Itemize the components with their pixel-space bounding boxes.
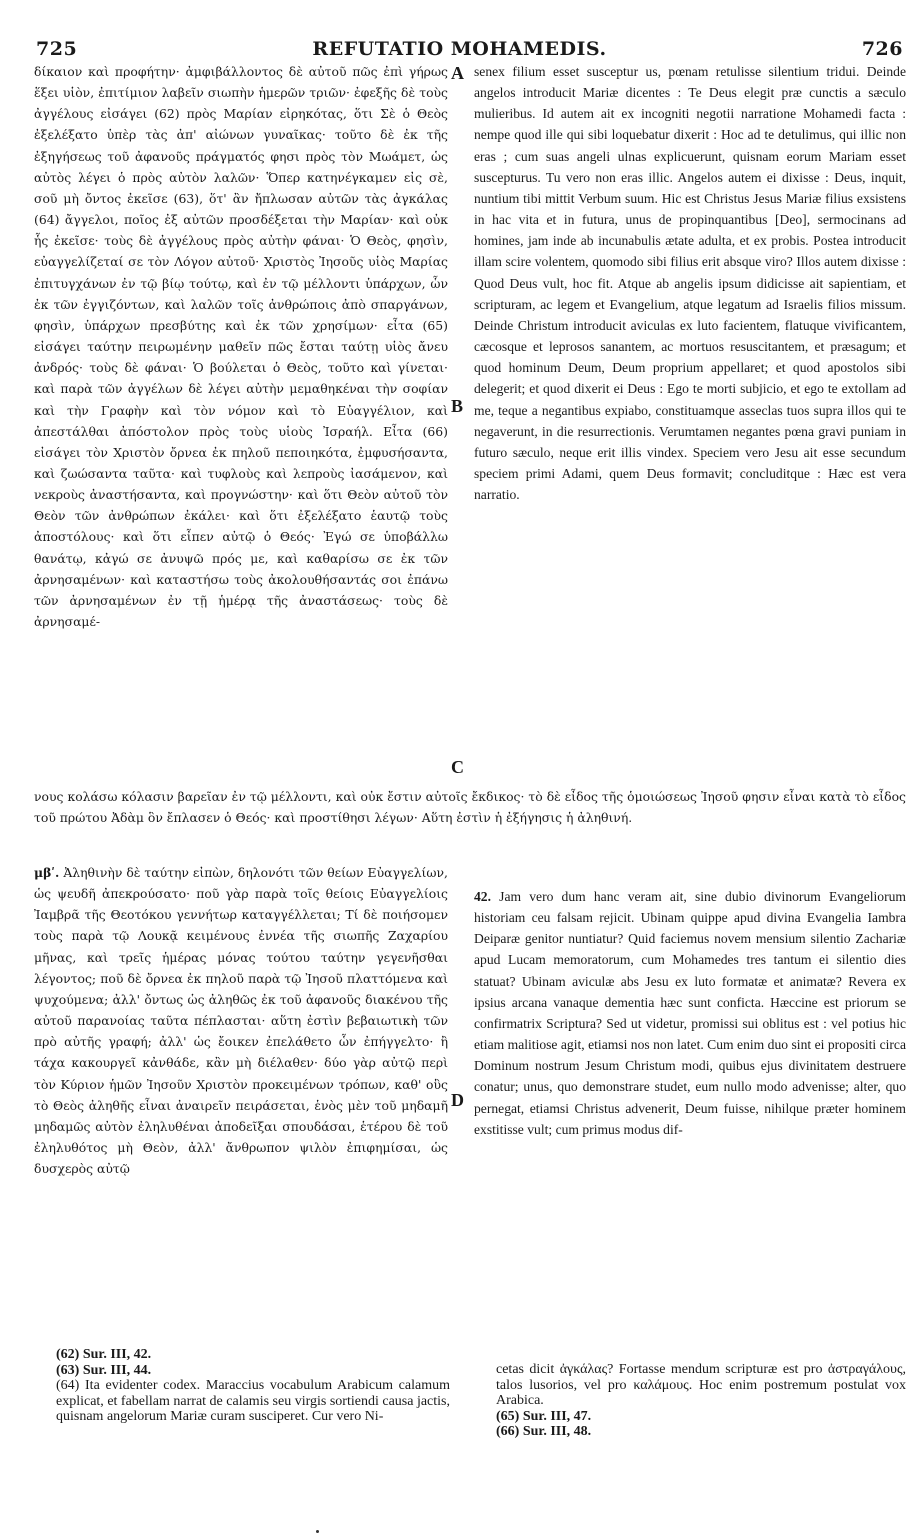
greek-text: δίκαιον καὶ προφήτην· ἀμφιβάλλοντος δὲ αὐτοῦ πῶς ἐπὶ γήρως ἕξει υἱὸν, ἐπιτίμιον λαβεῖν σιωπὴν ἡμερῶν τριῶν· ἐφεξῆς δὲ τοὺς ἀγγέλους εἰσάγει (62) πρὸς Μαρίαν εἰρηκότας, ὅτι Σὲ ὁ Θεὸς ἐξελέξατο ὑπὲρ τὰς ἀπ' αἰώνων γυναῖκας· τοῦτο δὲ ἐκ τῆς ἐξηγήσεως τοῦ ἀφανοῦς πράγματός φησι πρὸς τὸν Μωάμετ, ὡς αὐτὸς λέγει ὁ πρὸς αὐτὸν λαλῶν· Ὅπερ κατηνέγκαμεν εἰς σὲ, σοῦ μὴ ὄντος ἐκεῖσε (63), ὅτ' ἂν ἤπλωσαν αὐτῶν τὰς ἀγκάλας (64) ἄγγελοι, ποῖος ἐξ αὐτῶν προσδέξεται τὴν Μαρίαν· καὶ οὐκ ἧς ἐκεῖσε· τοὺς δὲ ἀγγέλους πρὸς αὐτὴν φάναι· Ὁ Θεὸς, φησὶν, εὐαγγελίζεταί σε τὸν Λόγον αὐτοῦ· Χριστὸς Ἰησοῦς υἱὸς Μαρίας ἐπιτυγχάνων ἐν τῷ βίῳ τούτῳ, καὶ ἐν τῷ μέλλοντι ὑπάρχων, ὧν ἐκ τῶν ἐγγιζόντων, καὶ λαλῶν τοῖς ἀνθρώποις ἀπὸ σπαργάνων, φησὶν, ὑπάρχων πρεσβύτης καὶ ἐκ τῶν χρησίμων· εἶτα (65) εἰσάγει ταύτην πειρωμένην μαθεῖν πῶς ἔσται ταύτῃ υἱὸς ἄνευ ἀνδρός· τοὺς δὲ φάναι· Ὁ βούλεται ὁ Θεὸς, τοῦτο καὶ γίνεται· καὶ παρὰ τῶν ἀγγέλων δὲ λέγει αὐτὴν μεμαθηκέναι τὴν σοφίαν καὶ τὴν Γραφὴν καὶ τὸν νόμον καὶ τὸ Εὐαγγέλιον, καὶ ἀπεστάλθαι ἀπόστολον πρὸς τοὺς υἱοὺς Ἰσραήλ. Εἶτα (66) εἰσάγει τὸν Χριστὸν ὄρνεα ἐκ πηλοῦ πεποιηκότα, ἐμφυσήσαντα, καὶ ζωώσαντα ταῦτα· καὶ τυφλοὺς καὶ λεπροὺς ἰασάμενον, καὶ νεκροὺς ἀναστήσαντα, καὶ προγνώστην· καὶ ὅτι Θεὸν αὐτοῦ τὸν Θεὸν τῶν ἀνθρώπων ἐκάλει· καὶ ὅτι ἐξελέξατο ἑαυτῷ τοὺς ἀποστόλους· καὶ ὅτι εἶπεν αὐτῷ ὁ Θεός· Ἐγώ σε ὑποβάλλω θανάτῳ, κἀγώ σε ἀνυψῶ πρός με, καὶ καθαρίσω σε ἐκ τῶν ἀρνησαμένων· καὶ καταστήσω τοὺς ἀκολουθήσαντάς σοι ἐπάνω τῶν ἀρνησαμένων ἐν τῇ ἡμέρᾳ τῆς ἀναστάσεως· τοὺς δὲ ἀρνησαμέ- [34, 64, 448, 630]
footnote-64-continued: cetas dicit ἀγκάλας? Fortasse mendum scripturæ est pro ἀστραγάλους, talos lusorios, vel pro καλάμους. Hoc enim postremum postulat vox Arabica. [496, 1362, 906, 1408]
section-latin-42 [474, 886, 906, 1340]
footnotes-right [496, 1362, 906, 1440]
margin-letter-d: D [451, 1090, 464, 1110]
margin-letter-a: A [451, 63, 464, 83]
greek-column [34, 61, 448, 745]
section-greek-42 [34, 862, 448, 1340]
latin-text: senex filium esset susceptur us, pœnam retulisse silentium tridui. Deinde angelos introducit Mariæ dicentes : Te Deus elegit præ cunctis a sæculo mulieribus. Id autem ait ex incogniti negotii narratione Mohamedi facta : nempe quod ille qui sibi loquebatur dixerit : Hoc ad te detulimus, qui illic non eras ; cum suas angeli ulnas explicuerunt, quisnam eorum Mariam esset suscepturus. Tu vero non eras illic. Angelos autem ei dixisse : Deus, inquit, nuntium tibi mittit Verbum suum. Hic est Christus Jesus Mariæ filius exsistens in hac vita et in futura, unus de propinquantibus [Deo], sermocinans ad homines, jam inde ab incunabulis ætate adulta, et ex probis. Postea introducit illam scire volentem, quomodo sibi filius erit absque viro? Illos autem dixisse : Quod Deus vult, hoc fit. Atque ab angelis ipsum didicisse ait sapientiam, et scripturam, ac legem et Evangelium, atque legatum ad Israelis filios missum. Deinde Christum introducit aviculas ex luto facientem, flatuque vivificantem, cæcosque et leprosos sanantem, ac mortuos resuscitantem, et præsagum; et quod hominum Deum, Deum proprium appellaret; et quod apostolos sibi delegerit; et quod dixerit ei Deus : Ego te morti subjicio, et ego te extollam ad me, teque a negantibus expiabo, constituamque asseclas tuos supra illos qui te negaverunt, in die resurrectionis. Verumtamen negantes pœna gravi puniam in futuro sæculo, neque erit illis vindex. Speciem vero Jesu ait esse secundum speciem primi Adami, quem Deus formavit; concluditque : Hæc est vera narratio. [474, 64, 906, 503]
footnote-64: (64) Ita evidenter codex. Maraccius vocabulum Arabicum calamum explicat, et fabellam narrat de calamis seu virgis sortiendi causa jactis, quisnam angelorum Mariæ curam susciperet. Cur vero Ni- [56, 1378, 450, 1424]
right-page-number: 726 [861, 38, 903, 60]
footnote-66: (66) Sur. III, 48. [496, 1424, 592, 1439]
footnote-63: (63) Sur. III, 44. [56, 1362, 152, 1378]
section-number-latin: 42. [474, 889, 491, 904]
full-width-continuation: νους κολάσω κόλασιν βαρεῖαν ἐν τῷ μέλλοντι, καὶ οὐκ ἔστιν αὐτοῖς ἔκδικος· τὸ δὲ εἶδος τῆς ὁμοιώσεως Ἰησοῦ φησιν εἶναι κατὰ τὸ εἶδος τοῦ πρώτου Ἀδὰμ ὃν ἔπλασεν ὁ Θεός· καὶ προστίθησι λέγων· Αὕτη ἐστὶν ἡ ἐξήγησις ἡ ἀληθινή. [34, 789, 906, 826]
margin-letter-c: C [451, 757, 464, 777]
footnotes-left [56, 1347, 450, 1425]
latin-column [474, 61, 906, 783]
running-title: REFUTATIO MOHAMEDIS. [312, 38, 607, 60]
footnote-65: (65) Sur. III, 47. [496, 1408, 592, 1424]
section-number-greek: μβʹ. [34, 865, 60, 880]
section-greek-text: Ἀληθινὴν δὲ ταύτην εἰπὼν, δηλονότι τῶν θείων Εὐαγγελίων, ὡς ψευδῆ ἀπεκρούσατο· ποῦ γὰρ παρὰ τοῖς θείοις Εὐαγγελίοις Ἰαμβρᾶ τῆς Θεοτόκου γεννήτωρ καταγγέλλεται; Τί δὲ ποιήσομεν τοὺς παρὰ τῷ Λουκᾷ κειμένους ἐννέα τῆς σιωπῆς Ζαχαρίου μῆνας, καὶ τρεῖς ἡμέρας μόνας τούτου ταύτην γεγενῆσθαι λέγοντος; ποῦ δὲ ὄρνεα ἐκ πηλοῦ παρὰ τῷ Ἰησοῦ πλαττόμενα καὶ ψυχούμενα; ἀλλ' ὄντως ὡς ἀληθῶς ἐκ τοῦ ἀφανοῦς διακένου τῆς αὐτοῦ παρανοίας ταῦτα πέπλασται· αὕτη ἐστὶν βεβαιωτικὴ τῶν πρὸ αὐτῆς γραφή; ἀλλ' ὡς ἔοικεν ἐπελάθετο ὧν ἐπήγγελτο· ἢ τάχα κακουργεῖ κἀνθάδε, κἂν μὴ διέλαθεν· δύο γὰρ αὐτῷ περὶ τὸν Κύριον ἡμῶν Ἰησοῦν Χριστὸν προκειμένων τρόπων, καθ' οὓς τὸ Θεὸς ἀληθῆς εἶναι ἀναιρεῖν πειράσεται, ἑνὸς μὲν τοῦ μηδαμῆ μηδαμῶς αὐτὸν ἐληλυθέναι ἀποδεῖξαι σπουδάσαι, ἑτέρου δὲ τοῦ ἐληλυθότος μὴ Θεὸν, ἀλλ' ἄνθρωπον ψιλὸν ἐπιφημίσαι, ὡς δυσχερὸς αὐτῷ [34, 865, 448, 1177]
print-speck [316, 1530, 319, 1533]
footnote-62: (62) Sur. III, 42. [56, 1347, 152, 1362]
left-page-number: 725 [36, 38, 78, 60]
section-latin-text: Jam vero dum hanc veram ait, sine dubio divinorum Evangeliorum historiam ceu falsam rejicit. Ubinam quippe apud divina Evangelia Iambra Deiparæ genitor nuntiatur? Quid faciemus novem mensium silentio Zachariæ apud Lucam memoratorum, cum Mohamedes tres tantum ei silentio dies statuat? Ubinam aviculæ abs Jesu ex luto formatæ et animatæ? Revera ex ipsius arcana vanaque dementia hæc sunt conficta. Hæccine est priorum se confirmatrix Scriptura? Sed ut videtur, promissi sui oblitus est : vel potius hic etiam malitiose agit, etiamsi nos non latet. Cum enim duo sint ei propositi circa Dominum nostrum Jesum Christum modi, quibus ejus divinitatem destruere conatur; unus, quo demonstrare studet, eum nullo modo advenisse; alter, quo pernegat, etiamsi Christus advenerit, Deum fuisse, nihilque præter hominem exstitisse vult; cum primus modus dif- [474, 889, 906, 1137]
margin-letter-b: B [451, 396, 464, 416]
